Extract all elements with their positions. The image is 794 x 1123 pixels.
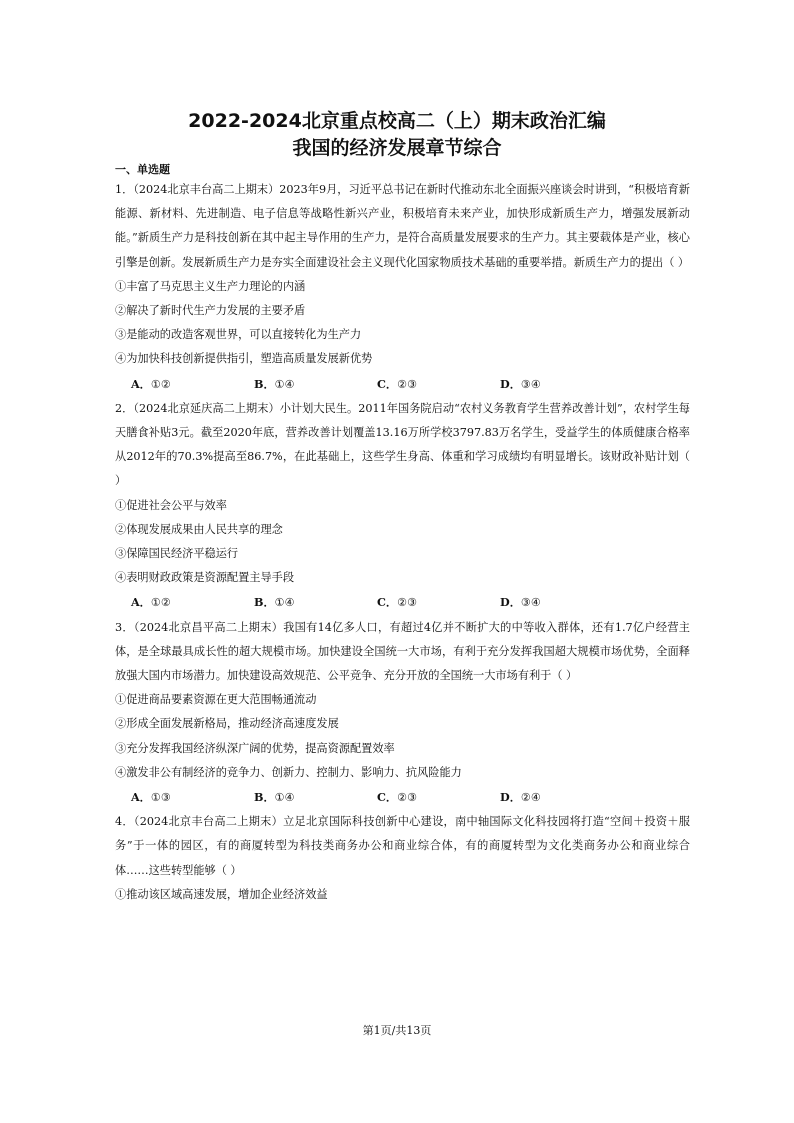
choice-letter: C． — [377, 376, 398, 391]
statement-option: ③保障国民经济平稳运行 — [115, 547, 239, 561]
answer-choices — [115, 785, 690, 810]
choice-value: ①④ — [274, 596, 295, 610]
statement-option: ②体现发展成果由人民共享的理念 — [115, 522, 283, 536]
choice-letter: D． — [500, 376, 521, 391]
choice-value: ②③ — [397, 791, 418, 805]
question-4 — [115, 810, 690, 907]
statement-option: ④表明财政政策是资源配置主导手段 — [115, 571, 295, 585]
choice-value: ①② — [150, 596, 171, 610]
choice-letter: D． — [500, 595, 521, 610]
choice-d — [500, 785, 623, 810]
statement-option: ②解决了新时代生产力发展的主要矛盾 — [115, 304, 306, 318]
choice-value: ②③ — [397, 596, 418, 610]
question-stem: 1．（2024北京丰台高二上期末）2023年9月，习近平总书记在新时代推动东北全面振兴座谈会时讲到，“积极培育新能源、新材料、先进制造、电子信息等战略性新兴产业，积极培育未来产业，加快形成新质生产力，增强发展新动能。”新质生产力是科技创新在其中起主导作用的生产力，是符合高质量发展要求的生产力。其主要载体是产业，核心引擎是创新。发展新质生产力是夯实全面建设社会主义现代化国家物质技术基础的重要举措。新质生产力的提出（ ） — [115, 183, 690, 269]
choice-d — [500, 590, 623, 615]
choice-c — [377, 590, 500, 615]
choice-letter: A． — [131, 376, 151, 391]
question-2 — [115, 397, 690, 616]
choice-value: ①④ — [274, 377, 295, 391]
choice-c — [377, 785, 500, 810]
choice-letter: B． — [254, 790, 275, 805]
choice-value: ①② — [150, 377, 171, 391]
document-subtitle: 我国的经济发展章节综合 — [292, 137, 502, 159]
question-stem: 4．（2024北京丰台高二上期末）立足北京国际科技创新中心建设，南中轴国际文化科技园将打造“空间＋投资＋服务”于一体的园区，有的商厦转型为科技类商务办公和商业综合体，有的商厦转型为文化类商务办公和商业综合体……这些转型能够（ ） — [115, 815, 690, 877]
choice-letter: A． — [131, 790, 151, 805]
statement-option: ②形成全面发展新格局，推动经济高速度发展 — [115, 717, 339, 731]
choice-a — [131, 785, 254, 810]
statement-option: ③充分发挥我国经济纵深广阔的优势，提高资源配置效率 — [115, 741, 395, 755]
question-1 — [115, 178, 690, 397]
choice-value: ①③ — [150, 791, 171, 805]
document-title: 2022-2024北京重点校高二（上）期末政治汇编 — [188, 110, 606, 132]
statement-option: ④激发非公有制经济的竞争力、创新力、控制力、影响力、抗风险能力 — [115, 765, 462, 779]
choice-value: ②③ — [397, 377, 418, 391]
question-stem: 3．（2024北京昌平高二上期末）我国有14亿多人口，有超过4亿并不断扩大的中等收入群体，还有1.7亿户经营主体，是全球最具成长性的超大规模市场。加快建设全国统一大市场，有利于充分发挥我国超大规模市场优势，全面释放强大国内市场潜力。加快建设高效规范、公平竞争、充分开放的全国统一大市场有利于（ ） — [115, 620, 690, 683]
answer-choices — [115, 590, 690, 615]
choice-b — [254, 590, 377, 615]
choice-a — [131, 372, 254, 397]
choice-letter: C． — [377, 595, 398, 610]
question-list — [115, 178, 690, 907]
question-stem: 2．（2024北京延庆高二上期末）小计划大民生。2011年国务院启动“农村义务教育学生营养改善计划”，农村学生每天膳食补贴3元。截至2020年底，营养改善计划覆盖13.16万所学校3797.83万名学生，受益学生的体质健康合格率从2012年的70.3%提高至86.7%，在此基础上，这些学生身高、体重和学习成绩均有明显增长。该财政补贴计划（ ） — [115, 401, 690, 488]
choice-letter: B． — [254, 376, 275, 391]
choice-value: ②④ — [520, 791, 541, 805]
choice-value: ③④ — [520, 596, 541, 610]
choice-b — [254, 785, 377, 810]
choice-letter: A． — [131, 595, 151, 610]
statement-option: ④为加快科技创新提供指引，塑造高质量发展新优势 — [115, 352, 373, 366]
page-number: 第1页/共13页 — [362, 1024, 432, 1037]
statement-option: ①促进商品要素资源在更大范围畅通流动 — [115, 693, 317, 707]
choice-c — [377, 372, 500, 397]
statement-option: ③是能动的改造客观世界，可以直接转化为生产力 — [115, 328, 362, 342]
question-3 — [115, 616, 690, 811]
statement-option: ①丰富了马克思主义生产力理论的内涵 — [115, 279, 306, 293]
answer-choices — [115, 372, 690, 397]
section-heading: 一、单选题 — [115, 163, 170, 176]
choice-letter: C． — [377, 790, 398, 805]
choice-value: ③④ — [520, 377, 541, 391]
choice-d — [500, 372, 623, 397]
statement-option: ①推动该区域高速发展，增加企业经济效益 — [115, 887, 328, 901]
choice-letter: B． — [254, 595, 275, 610]
choice-value: ①④ — [274, 791, 295, 805]
choice-b — [254, 372, 377, 397]
statement-option: ①促进社会公平与效率 — [115, 498, 227, 512]
choice-a — [131, 590, 254, 615]
choice-letter: D． — [500, 790, 521, 805]
